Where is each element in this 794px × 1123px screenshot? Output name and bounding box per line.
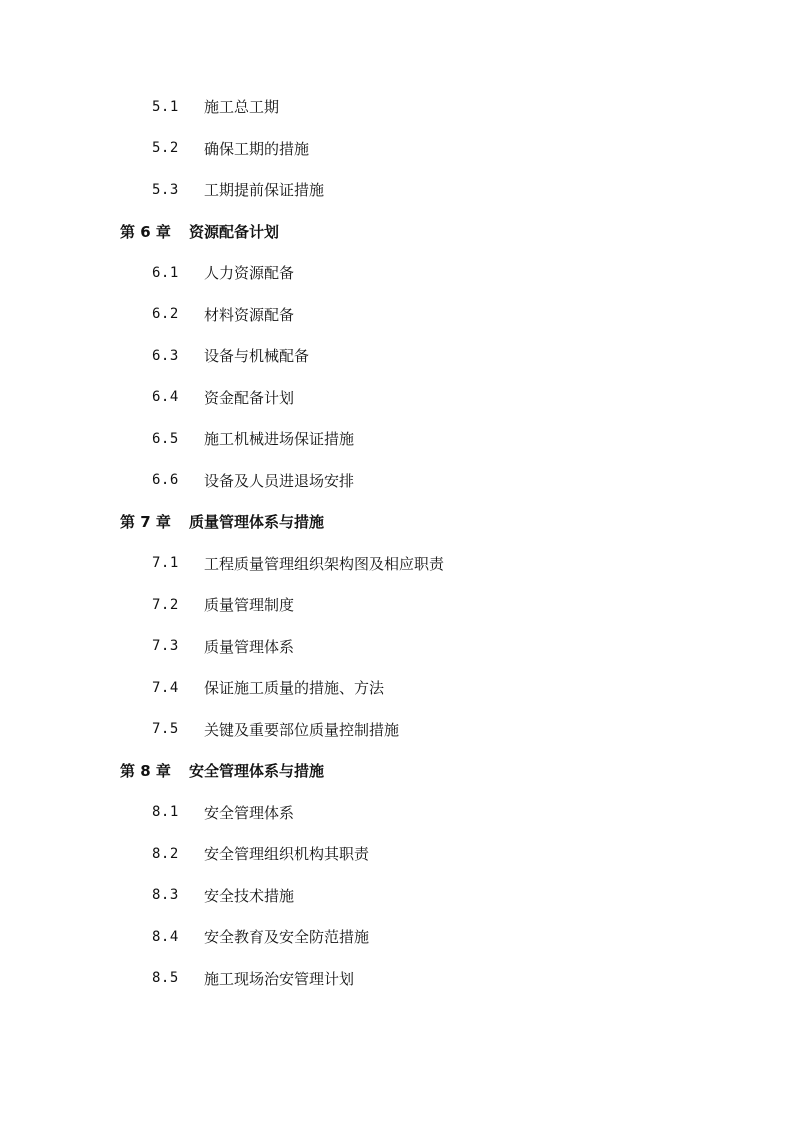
toc-entry-number: 5.2 [152, 140, 179, 157]
toc-entry [0, 252, 794, 294]
toc-entry-title: 施工总工期 [204, 98, 280, 117]
toc-entry-number: 8.5 [152, 970, 179, 987]
toc-entry-number: 5.1 [152, 98, 179, 115]
toc-entry [0, 916, 794, 958]
toc-entry [0, 86, 794, 128]
toc-entry [0, 833, 794, 875]
toc-entry-number: 6.4 [152, 389, 179, 406]
toc-entry-number: 7.2 [152, 596, 179, 613]
toc-entry-title: 安全管理组织机构其职责 [204, 845, 370, 864]
toc-entry-title: 关键及重要部位质量控制措施 [204, 720, 400, 739]
toc-entry-number: 6.2 [152, 306, 179, 323]
toc-entry-number: 7.5 [152, 721, 179, 738]
toc-entry-title: 施工机械进场保证措施 [204, 430, 355, 449]
toc-entry-title: 施工现场治安管理计划 [204, 969, 355, 988]
toc-chapter-number: 第 7 章 [120, 513, 171, 532]
toc-entry [0, 709, 794, 751]
toc-entry [0, 584, 794, 626]
toc-entry-title: 工程质量管理组织架构图及相应职责 [204, 554, 445, 573]
toc-entry [0, 335, 794, 377]
toc-entry [0, 460, 794, 502]
toc-entry-number: 6.6 [152, 472, 179, 489]
toc-entry-title: 材料资源配备 [204, 305, 295, 324]
toc-chapter-number: 第 6 章 [120, 222, 171, 241]
toc-entry-title: 设备及人员进退场安排 [204, 471, 355, 490]
toc-entry-title: 设备与机械配备 [204, 347, 310, 366]
toc-entry [0, 626, 794, 668]
toc-entry-number: 8.4 [152, 928, 179, 945]
toc-entry-number: 6.1 [152, 264, 179, 281]
toc-entry [0, 958, 794, 1000]
toc-entry-number: 8.1 [152, 804, 179, 821]
toc-entry-title: 安全技术措施 [204, 886, 295, 905]
table-of-contents [0, 86, 794, 999]
toc-entry [0, 169, 794, 211]
toc-entry [0, 543, 794, 585]
toc-chapter-title: 资源配备计划 [189, 222, 280, 241]
toc-entry-number: 7.4 [152, 679, 179, 696]
toc-entry-number: 7.3 [152, 638, 179, 655]
toc-entry-title: 资金配备计划 [204, 388, 295, 407]
toc-entry-title: 质量管理体系 [204, 637, 295, 656]
toc-chapter-title: 质量管理体系与措施 [189, 513, 325, 532]
toc-entry-number: 6.3 [152, 347, 179, 364]
toc-entry [0, 667, 794, 709]
toc-chapter-number: 第 8 章 [120, 762, 171, 781]
toc-entry [0, 377, 794, 419]
toc-entry-title: 保证施工质量的措施、方法 [204, 679, 385, 698]
toc-entry-title: 安全管理体系 [204, 803, 295, 822]
toc-chapter-heading [0, 501, 794, 543]
toc-entry [0, 792, 794, 834]
toc-entry-title: 质量管理制度 [204, 596, 295, 615]
toc-entry-number: 7.1 [152, 555, 179, 572]
toc-entry [0, 128, 794, 170]
toc-chapter-heading [0, 211, 794, 253]
toc-entry [0, 875, 794, 917]
toc-chapter-title: 安全管理体系与措施 [189, 762, 325, 781]
toc-entry [0, 294, 794, 336]
toc-entry-number: 5.3 [152, 181, 179, 198]
toc-chapter-heading [0, 750, 794, 792]
toc-entry-number: 8.2 [152, 845, 179, 862]
toc-entry [0, 418, 794, 460]
toc-entry-number: 8.3 [152, 887, 179, 904]
toc-entry-title: 人力资源配备 [204, 264, 295, 283]
toc-entry-title: 工期提前保证措施 [204, 181, 325, 200]
toc-entry-title: 安全教育及安全防范措施 [204, 928, 370, 947]
toc-entry-number: 6.5 [152, 430, 179, 447]
toc-entry-title: 确保工期的措施 [204, 139, 310, 158]
